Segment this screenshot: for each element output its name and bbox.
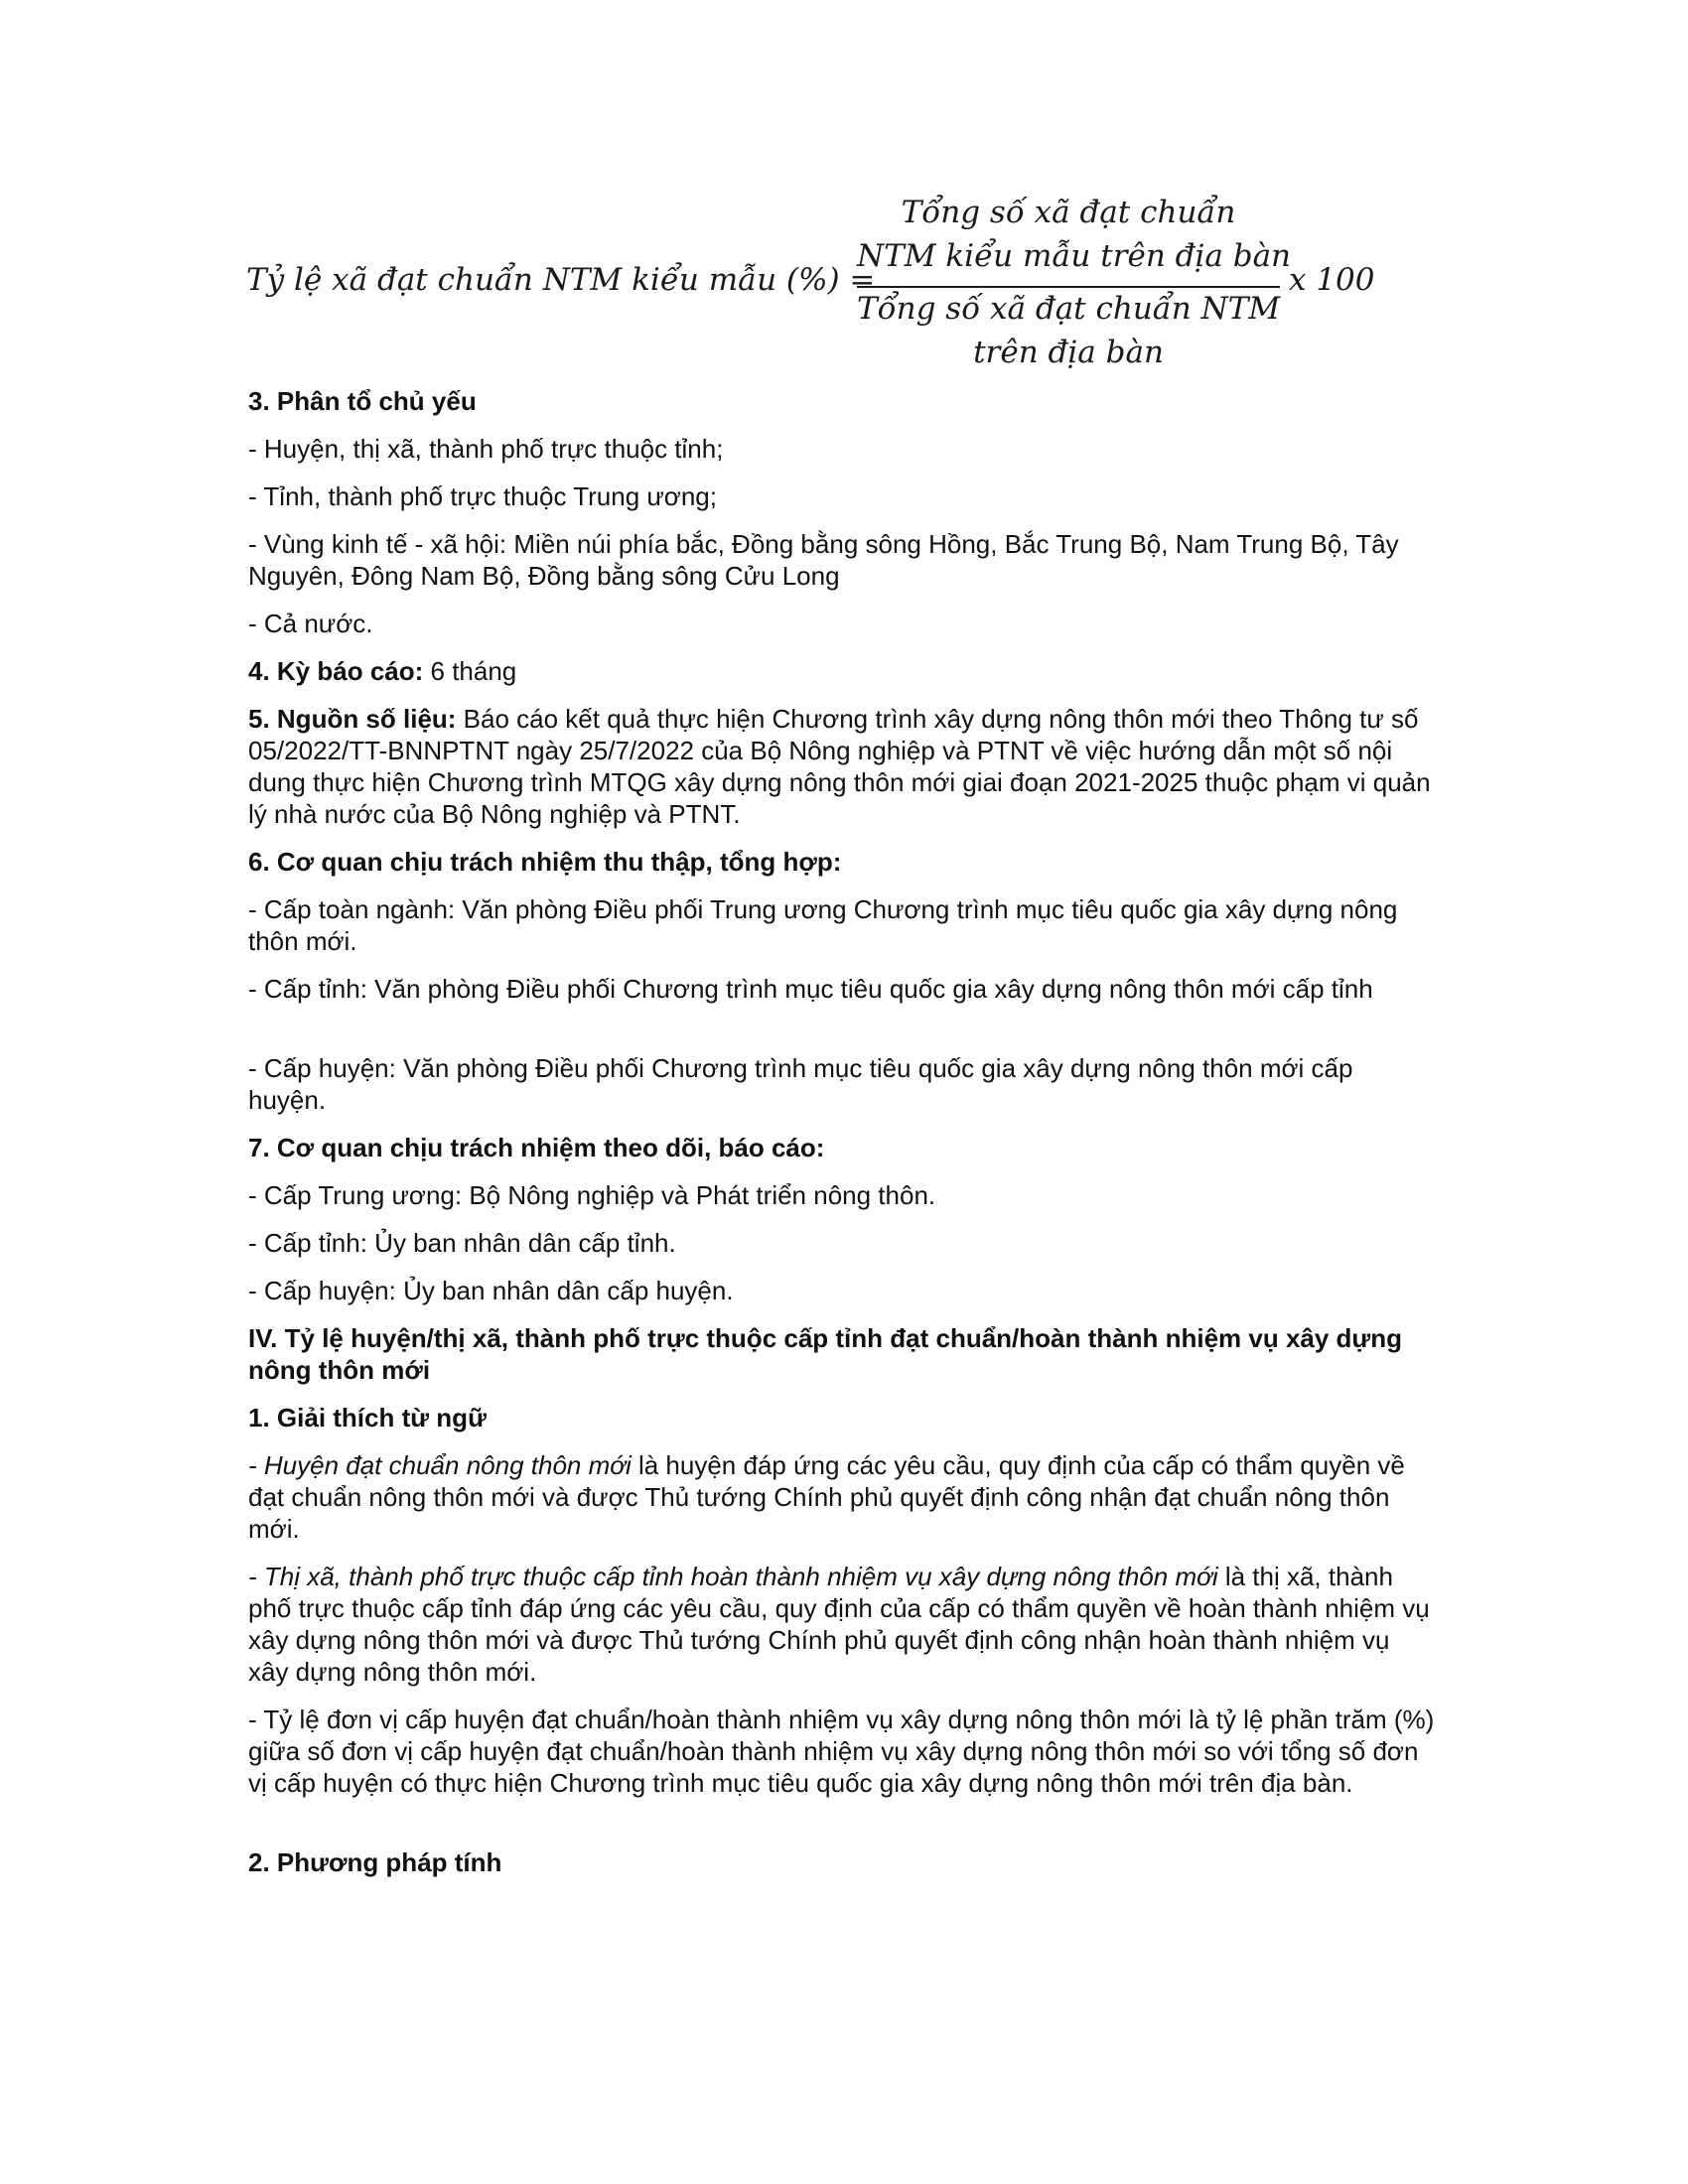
formula-numerator-line2: NTM kiểu mẫu trên địa bàn bbox=[857, 238, 1292, 274]
section3-item: - Cả nước. bbox=[248, 609, 373, 638]
section5-label: 5. Nguồn số liệu: bbox=[248, 704, 457, 734]
formula bbox=[246, 195, 1388, 378]
formula-denominator-line2: trên địa bàn bbox=[973, 335, 1164, 370]
section7-item: - Cấp tỉnh: Ủy ban nhân dân cấp tỉnh. bbox=[248, 1228, 676, 1258]
definition-1-term: - Huyện đạt chuẩn nông thôn mới bbox=[248, 1450, 632, 1480]
definition-1-text: là huyện đáp ứng các yêu cầu, quy định của cấp có thẩm quyền về đạt chuẩn nông thôn mới và được Thủ tướng Chính phủ quyết định công nhận đạt chuẩn nông thôn mới. bbox=[248, 1450, 1405, 1544]
section6-item: - Cấp toàn ngành: Văn phòng Điều phối Trung ương Chương trình mục tiêu quốc gia xây dựng nông thôn mới. bbox=[248, 894, 1398, 956]
section3-item: - Tỉnh, thành phố trực thuộc Trung ương; bbox=[248, 481, 717, 511]
definition-2-term: - Thị xã, thành phố trực thuộc cấp tỉnh hoàn thành nhiệm vụ xây dựng nông thôn mới bbox=[248, 1562, 1218, 1591]
definition-3: - Tỷ lệ đơn vị cấp huyện đạt chuẩn/hoàn thành nhiệm vụ xây dựng nông thôn mới là tỷ lệ phần trăm (%) giữa số đơn vị cấp huyện đạt chuẩn/hoàn thành nhiệm vụ xây dựng nông thôn mới so với tổng số đơn vị cấp huyện có thực hiện Chương trình mục tiêu quốc gia xây dựng nông thôn mới trên địa bàn. bbox=[248, 1705, 1435, 1798]
section3-item: - Huyện, thị xã, thành phố trực thuộc tỉnh; bbox=[248, 434, 724, 464]
section7-item: - Cấp huyện: Ủy ban nhân dân cấp huyện. bbox=[248, 1276, 734, 1305]
section6-item: - Cấp tỉnh: Văn phòng Điều phối Chương trình mục tiêu quốc gia xây dựng nông thôn mới cấp tỉnh bbox=[248, 974, 1373, 1004]
definition-2 bbox=[248, 1561, 1435, 1688]
formula-denominator-line1: Tổng số xã đạt chuẩn NTM bbox=[857, 291, 1281, 327]
definition-2-text: là thị xã, thành phố trực thuộc cấp tỉnh đáp ứng các yêu cầu, quy định của cấp có thẩm quyền về hoàn thành nhiệm vụ xây dựng nông thôn mới và được Thủ tướng Chính phủ quyết định công nhận hoàn thành nhiệm vụ xây dựng nông thôn mới. bbox=[248, 1562, 1430, 1687]
section4-label: 4. Kỳ báo cáo: bbox=[248, 656, 424, 686]
section7-item: - Cấp Trung ương: Bộ Nông nghiệp và Phát triển nông thôn. bbox=[248, 1180, 936, 1210]
sectionIV-heading: IV. Tỷ lệ huyện/thị xã, thành phố trực thuộc cấp tỉnh đạt chuẩn/hoàn thành nhiệm vụ xây dựng nông thôn mới bbox=[248, 1323, 1403, 1385]
formula-lhs: Tỷ lệ xã đạt chuẩn NTM kiểu mẫu (%) = bbox=[246, 262, 876, 298]
definition-1 bbox=[248, 1449, 1435, 1545]
section6-heading: 6. Cơ quan chịu trách nhiệm thu thập, tổng hợp: bbox=[248, 847, 842, 877]
formula-multiplier: x 100 bbox=[1289, 262, 1375, 298]
section4 bbox=[248, 655, 1435, 687]
formula-numerator-line1: Tổng số xã đạt chuẩn bbox=[901, 195, 1236, 230]
section3-heading: 3. Phân tổ chủ yếu bbox=[248, 386, 477, 416]
section3-item: - Vùng kinh tế - xã hội: Miền núi phía bắc, Đồng bằng sông Hồng, Bắc Trung Bộ, Nam Trung Bộ, Tây Nguyên, Đông Nam Bộ, Đồng bằng sông Cửu Long bbox=[248, 529, 1399, 591]
sectionIV-sub2-heading: 2. Phương pháp tính bbox=[248, 1847, 502, 1877]
section6-item: - Cấp huyện: Văn phòng Điều phối Chương trình mục tiêu quốc gia xây dựng nông thôn mới cấp huyện. bbox=[248, 1053, 1353, 1115]
section5 bbox=[248, 703, 1435, 830]
section7-heading: 7. Cơ quan chịu trách nhiệm theo dõi, báo cáo: bbox=[248, 1133, 825, 1162]
sectionIV-sub1-heading: 1. Giải thích từ ngữ bbox=[248, 1403, 487, 1433]
fraction-bar bbox=[857, 286, 1280, 288]
section4-value: 6 tháng bbox=[423, 656, 517, 686]
section5-value: Báo cáo kết quả thực hiện Chương trình xây dựng nông thôn mới theo Thông tư số 05/2022/TT-BNNPTNT ngày 25/7/2022 của Bộ Nông nghiệp và PTNT về việc hướng dẫn một số nội dung thực hiện Chương trình MTQG xây dựng nông thôn mới giai đoạn 2021-2025 thuộc phạm vi quản lý nhà nước của Bộ Nông nghiệp và PTNT. bbox=[248, 704, 1431, 829]
